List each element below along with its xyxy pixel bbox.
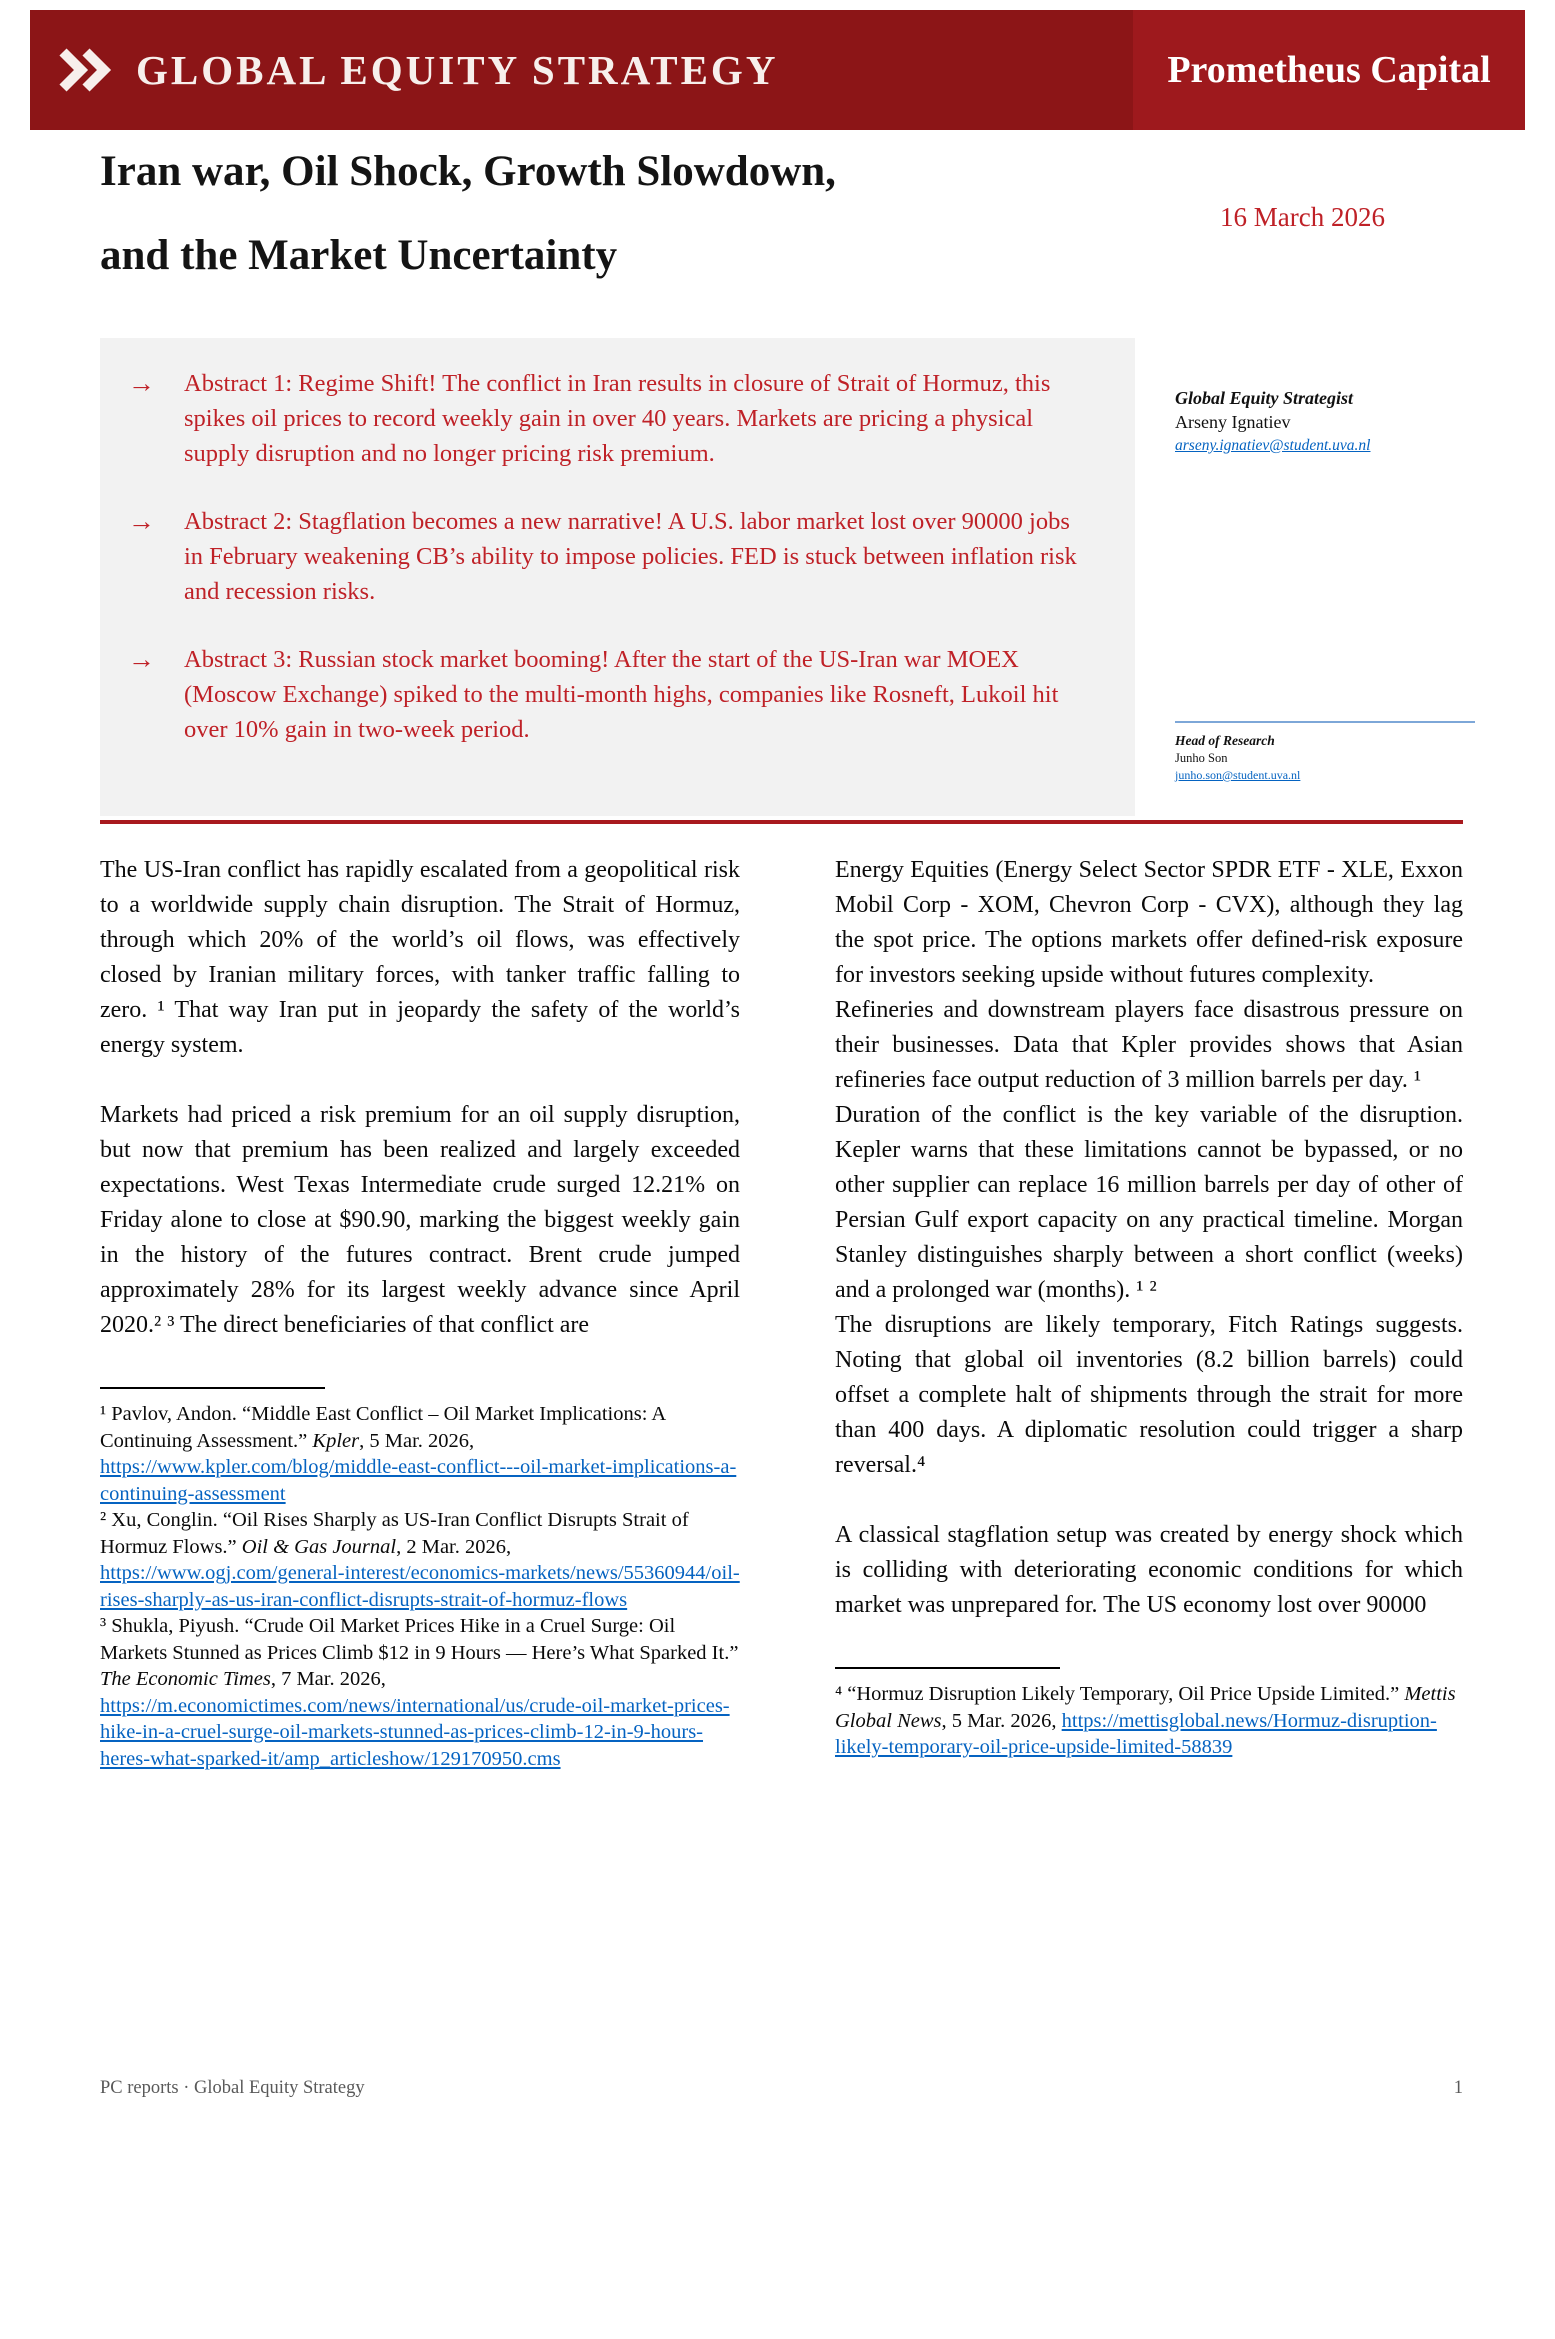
abstract-section xyxy=(100,338,1480,816)
abstract-text-3: Abstract 3: Russian stock market booming! After the start of the US-Iran war MOEX (Moscow Exchange) spiked to the multi-month highs, companies like Rosneft, Lukoil hit over 10% gain in two-week period. xyxy=(184,646,1059,743)
section-divider-rule xyxy=(100,820,1463,824)
footnote-link[interactable]: https://m.economictimes.com/news/international/us/crude-oil-market-prices-hike-in-a-cruel-surge-oil-markets-stunned-as-prices-climb-12-in-9-hours-heres-what-sparked-it/amp_articleshow/129170950.cms xyxy=(100,1694,730,1770)
strategist-email-link[interactable]: arseny.ignatiev@student.uva.nl xyxy=(1175,437,1371,454)
report-date: 16 March 2026 xyxy=(1220,202,1385,232)
abstract-item-3 xyxy=(128,642,1093,747)
paragraph: Refineries and downstream players face disastrous pressure on their businesses. Data that Kpler provides shows that Asian refineries face output reduction of 3 million barrels per day. ¹ xyxy=(835,997,1463,1093)
footnote-1: ¹ Pavlov, Andon. “Middle East Conflict – Oil Market Implications: A Continuing Assessment.” Kpler, 5 Mar. 2026, https://www.kpler.com/blog/middle-east-conflict---oil-market-implications-a-continuing-assessment xyxy=(100,1403,737,1505)
contacts-sidebar xyxy=(1175,338,1475,784)
footnote-link[interactable]: https://www.kpler.com/blog/middle-east-conflict---oil-market-implications-a-continuing-assessment xyxy=(100,1456,737,1505)
arrow-bullet-icon: → xyxy=(128,506,155,536)
page-footer xyxy=(100,2078,1463,2099)
paragraph: The disruptions are likely temporary, Fitch Ratings suggests. Noting that global oil inventories (8.2 billion barrels) could offset a complete halt of shipments through the strait for more than 400 days. A diplomatic resolution could trigger a sharp reversal.⁴ xyxy=(835,1312,1463,1478)
company-logo xyxy=(1133,10,1525,130)
header-bar xyxy=(30,10,1525,130)
strategist-role: Global Equity Strategist xyxy=(1175,388,1354,408)
head-of-research-email-link[interactable]: junho.son@student.uva.nl xyxy=(1175,768,1301,782)
footnotes-right xyxy=(835,1667,1463,1761)
head-of-research-role: Head of Research xyxy=(1175,733,1275,748)
paragraph: Markets had priced a risk premium for an oil supply disruption, but now that premium has been realized and largely exceeded expectations. West Texas Intermediate crude surged 12.21% on Friday alone to close at $90.90, marking the biggest weekly gain in the history of the futures contract. Brent crude jumped approximately 28% for its largest weekly advance since April 2020.² ³ The direct beneficiaries of that conflict are xyxy=(100,1102,740,1338)
paragraph: A classical stagflation setup was created by energy shock which is colliding with deteriorating economic conditions for which market was unprepared for. The US economy lost over 90000 xyxy=(835,1522,1463,1618)
paragraph: Duration of the conflict is the key variable of the disruption. Kepler warns that these limitations cannot be bypassed, or no other supplier can replace 16 million barrels per day of other of Persian Gulf export capacity on any practical timeline. Morgan Stanley distinguishes sharply between a short conflict (weeks) and a prolonged war (months). ¹ ² xyxy=(835,1102,1463,1303)
journal-name: Oil & Gas Journal xyxy=(241,1535,397,1558)
page-number: 1 xyxy=(1453,2078,1463,2098)
report-title-line2: and the Market Uncertainty xyxy=(100,232,618,279)
company-name: Prometheus Capital xyxy=(1167,49,1491,91)
footnote-4: ⁴ “Hormuz Disruption Likely Temporary, Oil Price Upside Limited.” Mettis Global News, 5 Mar. 2026, https://mettisglobal.news/Hormuz-disruption-likely-temporary-oil-price-upside-limited-58839 xyxy=(835,1683,1456,1758)
footnote-link[interactable]: https://mettisglobal.news/Hormuz-disruption-likely-temporary-oil-price-upside-limited-58839 xyxy=(835,1709,1437,1758)
report-title xyxy=(100,130,1110,298)
footnote-separator-rule xyxy=(100,1387,325,1389)
abstract-text-2: Abstract 2: Stagflation becomes a new narrative! A U.S. labor market lost over 90000 jobs in February weakening CB’s ability to impose policies. FED is stuck between inflation risk and recession risks. xyxy=(184,508,1077,605)
strategist-name: Arseny Ignatiev xyxy=(1175,412,1291,432)
abstract-box xyxy=(100,338,1135,816)
body-left-column xyxy=(100,853,740,1772)
footnotes-left xyxy=(100,1387,740,1772)
head-of-research-name: Junho Son xyxy=(1175,751,1228,765)
arrow-bullet-icon: → xyxy=(128,644,155,674)
paragraph: Energy Equities (Energy Select Sector SPDR ETF - XLE, Exxon Mobil Corp - XOM, Chevron Corp - CVX), although they lag the spot price. The options markets offer defined-risk exposure for investors seeking upside without futures complexity. xyxy=(835,857,1463,988)
double-chevron-right-icon xyxy=(56,47,116,93)
journal-name: Kpler xyxy=(312,1429,360,1452)
footer-report-name: PC reports · Global Equity Strategy xyxy=(100,2078,365,2098)
footnote-2: ² Xu, Conglin. “Oil Rises Sharply as US-Iran Conflict Disrupts Strait of Hormuz Flows.” Oil & Gas Journal, 2 Mar. 2026, https://www.ogj.com/general-interest/economics-markets/news/55360944/oil-rises-sharply-as-us-iran-conflict-disrupts-strait-of-hormuz-flows xyxy=(100,1509,740,1611)
contacts-divider xyxy=(1175,721,1475,723)
footnote-link[interactable]: https://www.ogj.com/general-interest/economics-markets/news/55360944/oil-rises-sharply-as-us-iran-conflict-disrupts-strait-of-hormuz-flows xyxy=(100,1562,740,1611)
abstract-item-2 xyxy=(128,504,1093,609)
footnote-separator-rule xyxy=(835,1667,1060,1669)
abstract-text-1: Abstract 1: Regime Shift! The conflict in Iran results in closure of Strait of Hormuz, this spikes oil prices to record weekly gain in over 40 years. Markets are pricing a physical supply disruption and no longer pricing risk premium. xyxy=(184,370,1051,467)
arrow-bullet-icon: → xyxy=(128,368,155,398)
brand-title: GLOBAL EQUITY STRATEGY xyxy=(136,47,779,93)
journal-name: Mettis Global News xyxy=(835,1683,1456,1732)
abstract-item-1 xyxy=(128,366,1093,471)
report-title-line1: Iran war, Oil Shock, Growth Slowdown, xyxy=(100,148,836,195)
paragraph: The US-Iran conflict has rapidly escalated from a geopolitical risk to a worldwide supply chain disruption. The Strait of Hormuz, through which 20% of the world’s oil flows, was effectively closed by Iranian military forces, with tanker traffic falling to zero. ¹ That way Iran put in jeopardy the safety of the world’s energy system. xyxy=(100,857,740,1058)
body-columns xyxy=(100,853,1463,1772)
journal-name: The Economic Times xyxy=(100,1668,271,1690)
footnote-3: ³ Shukla, Piyush. “Crude Oil Market Prices Hike in a Cruel Surge: Oil Markets Stunned as Prices Climb $12 in 9 Hours — Here’s What Sparked It.” The Economic Times, 7 Mar. 2026, https://m.economictimes.com/news/international/us/crude-oil-market-prices-hike-in-a-cruel-surge-oil-markets-stunned-as-prices-climb-12-in-9-hours-heres-what-sparked-it/amp_articleshow/129170950.cms xyxy=(100,1615,739,1770)
body-right-column xyxy=(835,853,1463,1772)
